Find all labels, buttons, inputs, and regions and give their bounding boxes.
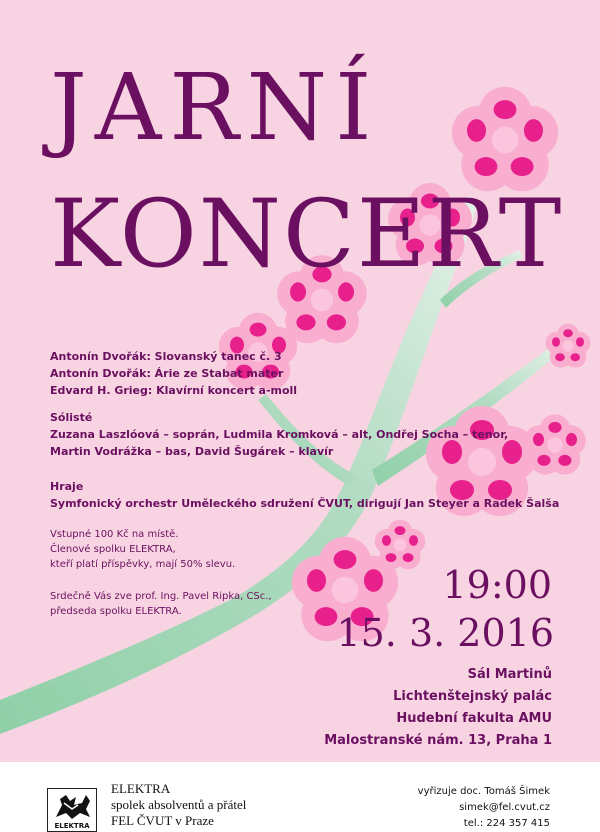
title-line-2: KONCERT (50, 180, 564, 289)
soloists-line: Zuzana Laszlóová – soprán, Ludmila Kromková – alt, Ondřej Socha – tenor, (50, 428, 509, 441)
plays-line: Symfonický orchestr Uměleckého sdružení ČVUT, dirigují Jan Steyer a Radek Šalša (50, 497, 560, 510)
plays-heading: Hraje (50, 480, 84, 493)
work-item: Antonín Dvořák: Árie ze Stabat mater (50, 367, 284, 380)
venue-line: Sál Martinů (467, 667, 552, 682)
work-item: Antonín Dvořák: Slovanský tanec č. 3 (50, 350, 282, 363)
program-plays (50, 478, 559, 512)
contact-person: vyřizuje doc. Tomáš Šimek (417, 786, 550, 797)
venue (324, 664, 552, 752)
program-works (50, 348, 297, 399)
entry-line: Členové spolku ELEKTRA, (50, 544, 176, 555)
entry-line: kteří platí příspěvky, mají 50% slevu. (50, 559, 236, 570)
contact-phone: tel.: 224 357 415 (463, 818, 550, 829)
event-date: 15. 3. 2016 (336, 611, 554, 655)
invitation-line: předseda spolku ELEKTRA. (50, 606, 182, 617)
contact-email[interactable]: simek@fel.cvut.cz (459, 802, 550, 813)
footer (0, 762, 600, 832)
organization (111, 781, 246, 829)
event-time: 19:00 (442, 563, 552, 607)
invitation (50, 589, 272, 619)
work-item: Edvard H. Grieg: Klavírní koncert a-moll (50, 384, 298, 397)
program-soloists (50, 409, 508, 460)
elektra-logo-icon (47, 788, 97, 832)
venue-line: Hudební fakulta AMU (396, 711, 552, 726)
contact (418, 784, 550, 832)
org-line: FEL ČVUT v Praze (111, 813, 214, 828)
invitation-line: Srdečně Vás zve prof. Ing. Pavel Ripka, CSc., (50, 591, 272, 602)
entry-info (50, 527, 235, 572)
logo-text: ELEKTRA (54, 822, 90, 830)
org-line: ELEKTRA (111, 781, 171, 796)
title-line-1: JARNÍ (50, 54, 380, 161)
venue-line: Malostranské nám. 13, Praha 1 (324, 733, 552, 748)
soloists-line: Martin Vodrážka – bas, David Šugárek – klavír (50, 445, 334, 458)
entry-line: Vstupné 100 Kč na místě. (50, 529, 179, 540)
venue-line: Lichtenštejnský palác (393, 689, 552, 704)
org-line: spolek absolventů a přátel (111, 797, 247, 812)
soloists-heading: Sólisté (50, 411, 93, 424)
